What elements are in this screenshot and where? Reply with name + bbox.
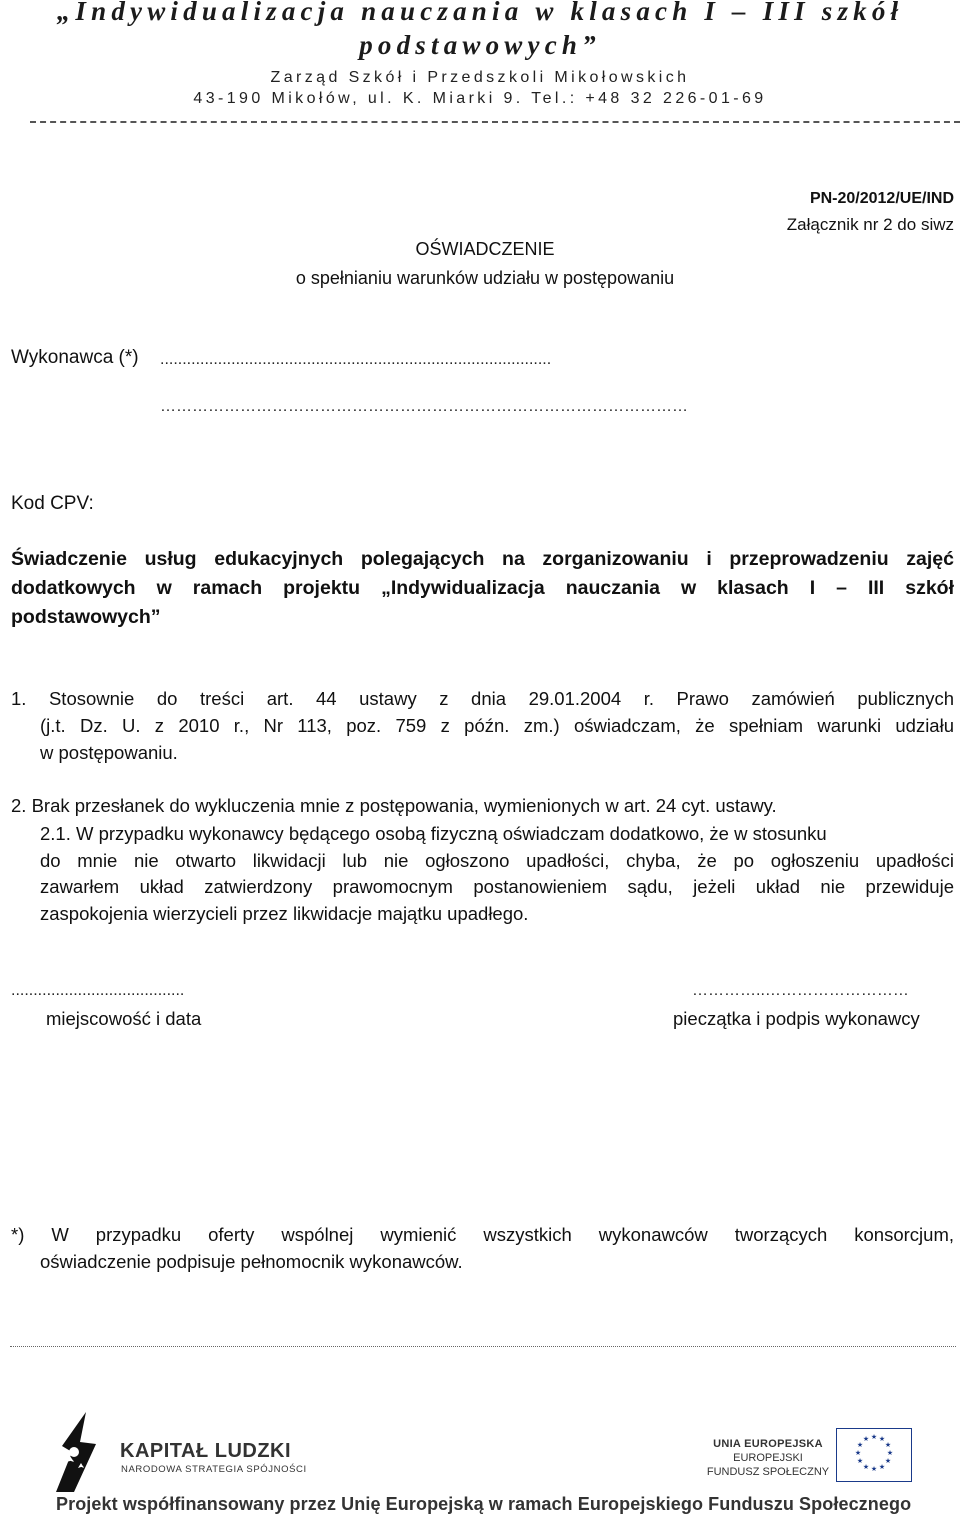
svg-text:★: ★ bbox=[870, 1465, 878, 1473]
svg-text:★: ★ bbox=[884, 1457, 892, 1465]
project-title-line1: „Indywidualizacja nauczania w klasach I – III szkół bbox=[56, 0, 904, 26]
cofinancing-banner: Projekt współfinansowany przez Unię Europejską w ramach Europejskiego Funduszu Społecznego bbox=[56, 1494, 912, 1514]
eu-fund-line1: EUROPEJSKI bbox=[733, 1452, 803, 1464]
eu-flag-icon bbox=[836, 1428, 912, 1482]
kapital-ludzki-logo-icon bbox=[52, 1412, 100, 1492]
item21-line2: do mnie nie otwarto likwidacji lub nie ogłoszono upadłości, chyba, że po ogłoszeniu upadłości bbox=[40, 850, 954, 871]
organization-name: Zarząd Szkół i Przedszkoli Mikołowskich bbox=[270, 69, 690, 86]
item1-line1: 1. Stosownie do treści art. 44 ustawy z dnia 29.01.2004 r. Prawo zamówień publicznych bbox=[11, 688, 954, 709]
eu-fund-line2: FUNDUSZ SPOŁECZNY bbox=[706, 1466, 830, 1478]
contractor-dots-line1[interactable]: ........................................................................................ bbox=[160, 351, 552, 368]
item21-line4: zaspokojenia wierzycieli przez likwidacje majątku upadłego. bbox=[40, 903, 529, 924]
statement-title: OŚWIADCZENIE bbox=[415, 239, 555, 259]
footnote-line1: *) W przypadku oferty wspólnej wymienić wszystkich wykonawców tworzących konsorcjum, bbox=[11, 1224, 954, 1245]
reference-code: PN-20/2012/UE/IND bbox=[809, 190, 954, 207]
item1-line2: (j.t. Dz. U. z 2010 r., Nr 113, poz. 759 z późn. zm.) oświadczam, że spełniam warunki udziału bbox=[40, 715, 954, 736]
svg-text:★: ★ bbox=[854, 1449, 862, 1457]
svg-text:★: ★ bbox=[870, 1433, 878, 1441]
statement-subtitle: o spełnianiu warunków udziału w postępowaniu bbox=[295, 268, 675, 288]
kapital-ludzki-subtitle: NARODOWA STRATEGIA SPÓJNOŚCI bbox=[121, 1464, 307, 1475]
item1-line3: w postępowaniu. bbox=[40, 742, 178, 763]
svg-text:★: ★ bbox=[886, 1449, 894, 1457]
kapital-ludzki-title: KAPITAŁ LUDZKI bbox=[120, 1440, 292, 1462]
svg-text:★: ★ bbox=[856, 1457, 864, 1465]
eu-name: UNIA EUROPEJSKA bbox=[713, 1438, 823, 1450]
svg-text:★: ★ bbox=[862, 1463, 870, 1471]
project-title-line2: podstawowych” bbox=[359, 30, 601, 60]
footer-dotted-divider bbox=[10, 1346, 956, 1347]
item2: 2. Brak przesłanek do wykluczenia mnie z postępowania, wymienionych w art. 24 cyt. ustawy. bbox=[11, 795, 777, 816]
header-dashed-divider bbox=[30, 121, 960, 123]
svg-text:★: ★ bbox=[878, 1435, 886, 1443]
svg-text:★: ★ bbox=[862, 1435, 870, 1443]
contractor-label: Wykonawca (*) bbox=[11, 347, 139, 368]
place-date-label: miejscowość i data bbox=[46, 1008, 202, 1029]
stamp-signature-label: pieczątka i podpis wykonawcy bbox=[673, 1008, 920, 1029]
svg-text:★: ★ bbox=[878, 1463, 886, 1471]
stamp-signature-dots[interactable]: …………..……………………… bbox=[692, 982, 909, 999]
item21-line3: zawarłem układ zatwierdzony prawomocnym postanowieniem sądu, jeżeli układ nie przewiduje bbox=[40, 876, 954, 897]
subject-line2: dodatkowych w ramach projektu „Indywidualizacja nauczania w klasach I – III szkół bbox=[11, 577, 954, 599]
svg-text:★: ★ bbox=[884, 1441, 892, 1449]
footnote-line2: oświadczenie podpisuje pełnomocnik wykonawców. bbox=[40, 1251, 463, 1272]
svg-text:★: ★ bbox=[856, 1441, 864, 1449]
subject-line3: podstawowych” bbox=[11, 606, 161, 628]
place-date-dots[interactable]: ....................................... bbox=[11, 982, 185, 999]
item21-line1: 2.1. W przypadku wykonawcy będącego osobą fizyczną oświadczam dodatkowo, że w stosunku bbox=[40, 823, 827, 844]
attachment-label: Załącznik nr 2 do siwz bbox=[786, 215, 954, 234]
subject-line1: Świadczenie usług edukacyjnych polegających na zorganizowaniu i przeprowadzeniu zajęć bbox=[11, 548, 954, 570]
organization-address: 43-190 Mikołów, ul. K. Miarki 9. Tel.: +48 32 226-01-69 bbox=[193, 90, 767, 107]
contractor-dots-line2[interactable]: ……………………………………………………………………………………… bbox=[160, 398, 688, 415]
cpv-label: Kod CPV: bbox=[11, 493, 94, 514]
